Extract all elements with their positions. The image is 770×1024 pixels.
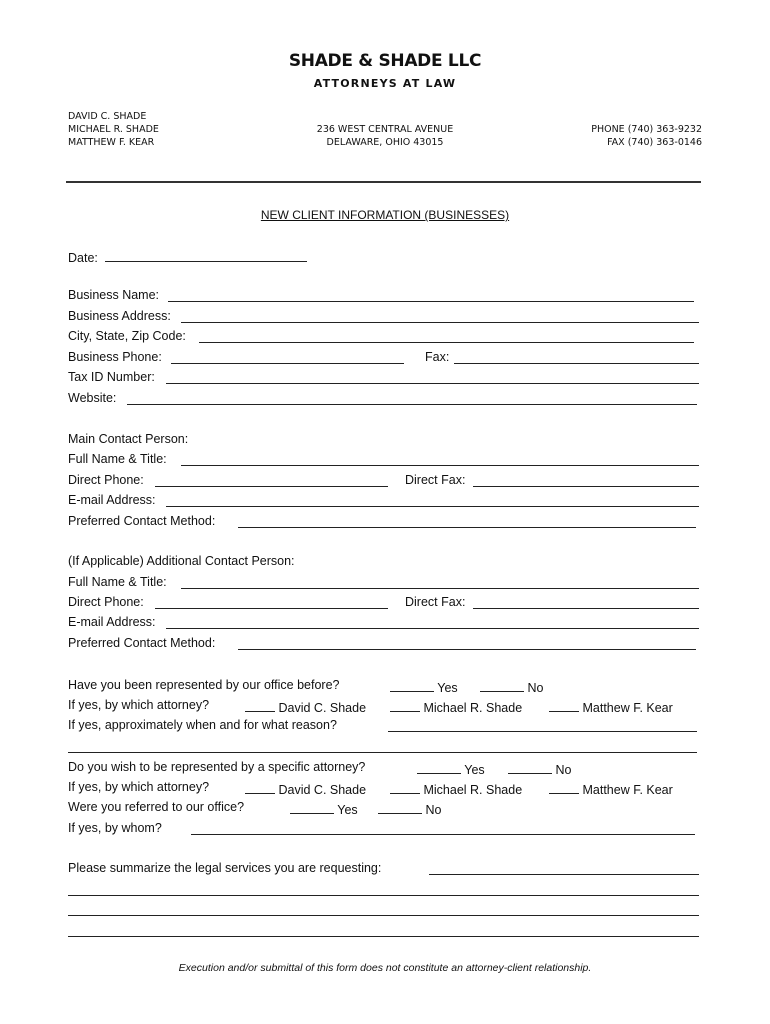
specific-no-option[interactable] [508, 760, 571, 777]
main-contact-method-field[interactable] [238, 527, 696, 528]
specific-no-blank[interactable] [508, 760, 552, 774]
represented-yes-blank[interactable] [390, 678, 434, 692]
attorney-name: MICHAEL R. SHADE [68, 124, 159, 135]
represented-yes-option[interactable] [390, 678, 458, 695]
specific-attorney-label-3: Matthew F. Kear [582, 783, 673, 797]
business-name-label: Business Name: [68, 288, 160, 302]
firm-name: SHADE & SHADE LLC [288, 51, 482, 71]
specific-attorney-question: Do you wish to be represented by a specific attorney? [68, 760, 366, 774]
represented-which-attorney-label: If yes, by which attorney? [68, 698, 210, 712]
tax-id-field[interactable] [166, 383, 699, 384]
referred-by-whom-label: If yes, by whom? [68, 821, 162, 835]
header-divider [66, 181, 701, 183]
represented-when-label: If yes, approximately when and for what reason? [68, 718, 337, 732]
address-line-1: 236 WEST CENTRAL AVENUE [316, 124, 454, 135]
business-address-field[interactable] [181, 322, 699, 323]
additional-full-name-label: Full Name & Title: [68, 575, 167, 589]
business-fax-label: Fax: [425, 350, 450, 364]
main-email-field[interactable] [166, 506, 699, 507]
main-contact-method-label: Preferred Contact Method: [68, 514, 216, 528]
specific-attorney-blank-3[interactable] [549, 780, 579, 794]
specific-attorney-blank-2[interactable] [390, 780, 420, 794]
represented-no-label: No [527, 681, 544, 695]
represented-yes-label: Yes [437, 681, 458, 695]
referred-no-label: No [425, 803, 442, 817]
summary-label: Please summarize the legal services you are requesting: [68, 861, 382, 875]
represented-attorney-option-2[interactable] [390, 698, 522, 715]
main-full-name-label: Full Name & Title: [68, 452, 167, 466]
referred-yes-label: Yes [337, 803, 358, 817]
additional-full-name-field[interactable] [181, 588, 699, 589]
represented-attorney-option-1[interactable] [245, 698, 366, 715]
additional-direct-phone-label: Direct Phone: [68, 595, 144, 609]
represented-before-question: Have you been represented by our office before? [68, 678, 340, 692]
represented-when-field[interactable] [388, 731, 697, 732]
main-direct-fax-field[interactable] [473, 486, 699, 487]
specific-yes-option[interactable] [417, 760, 485, 777]
firm-contact [591, 123, 702, 149]
represented-attorney-blank-3[interactable] [549, 698, 579, 712]
specific-no-label: No [555, 763, 572, 777]
referred-by-whom-field[interactable] [191, 834, 695, 835]
represented-attorney-blank-2[interactable] [390, 698, 420, 712]
date-row [68, 248, 307, 265]
date-label: Date: [68, 251, 98, 265]
represented-attorney-label-1: David C. Shade [278, 701, 367, 715]
website-field[interactable] [127, 404, 697, 405]
business-name-field[interactable] [168, 301, 694, 302]
represented-attorney-option-3[interactable] [549, 698, 673, 715]
specific-attorney-option-3[interactable] [549, 780, 673, 797]
fax-number: FAX (740) 363-0146 [607, 137, 702, 148]
summary-field-line-4[interactable] [68, 936, 699, 937]
business-address-label: Business Address: [68, 309, 171, 323]
additional-direct-phone-field[interactable] [155, 608, 388, 609]
summary-field-line-2[interactable] [68, 895, 699, 896]
additional-contact-method-label: Preferred Contact Method: [68, 636, 216, 650]
main-direct-phone-label: Direct Phone: [68, 473, 144, 487]
form-title: NEW CLIENT INFORMATION (BUSINESSES) [260, 208, 510, 222]
additional-direct-fax-label: Direct Fax: [405, 595, 466, 609]
city-state-zip-field[interactable] [199, 342, 694, 343]
business-fax-field[interactable] [454, 363, 699, 364]
summary-field-line-1[interactable] [429, 874, 699, 875]
specific-attorney-blank-1[interactable] [245, 780, 275, 794]
date-field[interactable] [105, 248, 307, 262]
additional-contact-heading: (If Applicable) Additional Contact Person: [68, 554, 295, 568]
attorney-name: DAVID C. SHADE [68, 111, 147, 122]
main-direct-phone-field[interactable] [155, 486, 388, 487]
firm-subtitle: ATTORNEYS AT LAW [313, 77, 457, 90]
specific-attorney-option-2[interactable] [390, 780, 522, 797]
business-phone-field[interactable] [171, 363, 404, 364]
address-line-2: DELAWARE, OHIO 43015 [326, 137, 444, 148]
phone-number: PHONE (740) 363-9232 [591, 124, 702, 135]
referred-no-blank[interactable] [378, 800, 422, 814]
referred-question: Were you referred to our office? [68, 800, 245, 814]
main-full-name-field[interactable] [181, 465, 699, 466]
specific-which-attorney-label: If yes, by which attorney? [68, 780, 210, 794]
business-phone-label: Business Phone: [68, 350, 162, 364]
represented-attorney-blank-1[interactable] [245, 698, 275, 712]
referred-yes-option[interactable] [290, 800, 358, 817]
summary-field-line-3[interactable] [68, 915, 699, 916]
represented-no-blank[interactable] [480, 678, 524, 692]
represented-attorney-label-3: Matthew F. Kear [582, 701, 673, 715]
specific-attorney-option-1[interactable] [245, 780, 366, 797]
additional-direct-fax-field[interactable] [473, 608, 699, 609]
disclaimer: Execution and/or submittal of this form does not constitute an attorney-client relationship. [178, 962, 592, 974]
attorney-name: MATTHEW F. KEAR [68, 137, 155, 148]
city-state-zip-label: City, State, Zip Code: [68, 329, 186, 343]
additional-email-field[interactable] [166, 628, 699, 629]
additional-email-label: E-mail Address: [68, 615, 156, 629]
specific-attorney-label-2: Michael R. Shade [423, 783, 523, 797]
represented-no-option[interactable] [480, 678, 543, 695]
tax-id-label: Tax ID Number: [68, 370, 155, 384]
additional-contact-method-field[interactable] [238, 649, 696, 650]
represented-when-field-continued[interactable] [68, 752, 697, 753]
specific-yes-blank[interactable] [417, 760, 461, 774]
specific-attorney-label-1: David C. Shade [278, 783, 367, 797]
referred-no-option[interactable] [378, 800, 441, 817]
main-contact-heading: Main Contact Person: [68, 432, 189, 446]
referred-yes-blank[interactable] [290, 800, 334, 814]
main-direct-fax-label: Direct Fax: [405, 473, 466, 487]
main-email-label: E-mail Address: [68, 493, 156, 507]
represented-attorney-label-2: Michael R. Shade [423, 701, 523, 715]
website-label: Website: [68, 391, 117, 405]
specific-yes-label: Yes [464, 763, 485, 777]
